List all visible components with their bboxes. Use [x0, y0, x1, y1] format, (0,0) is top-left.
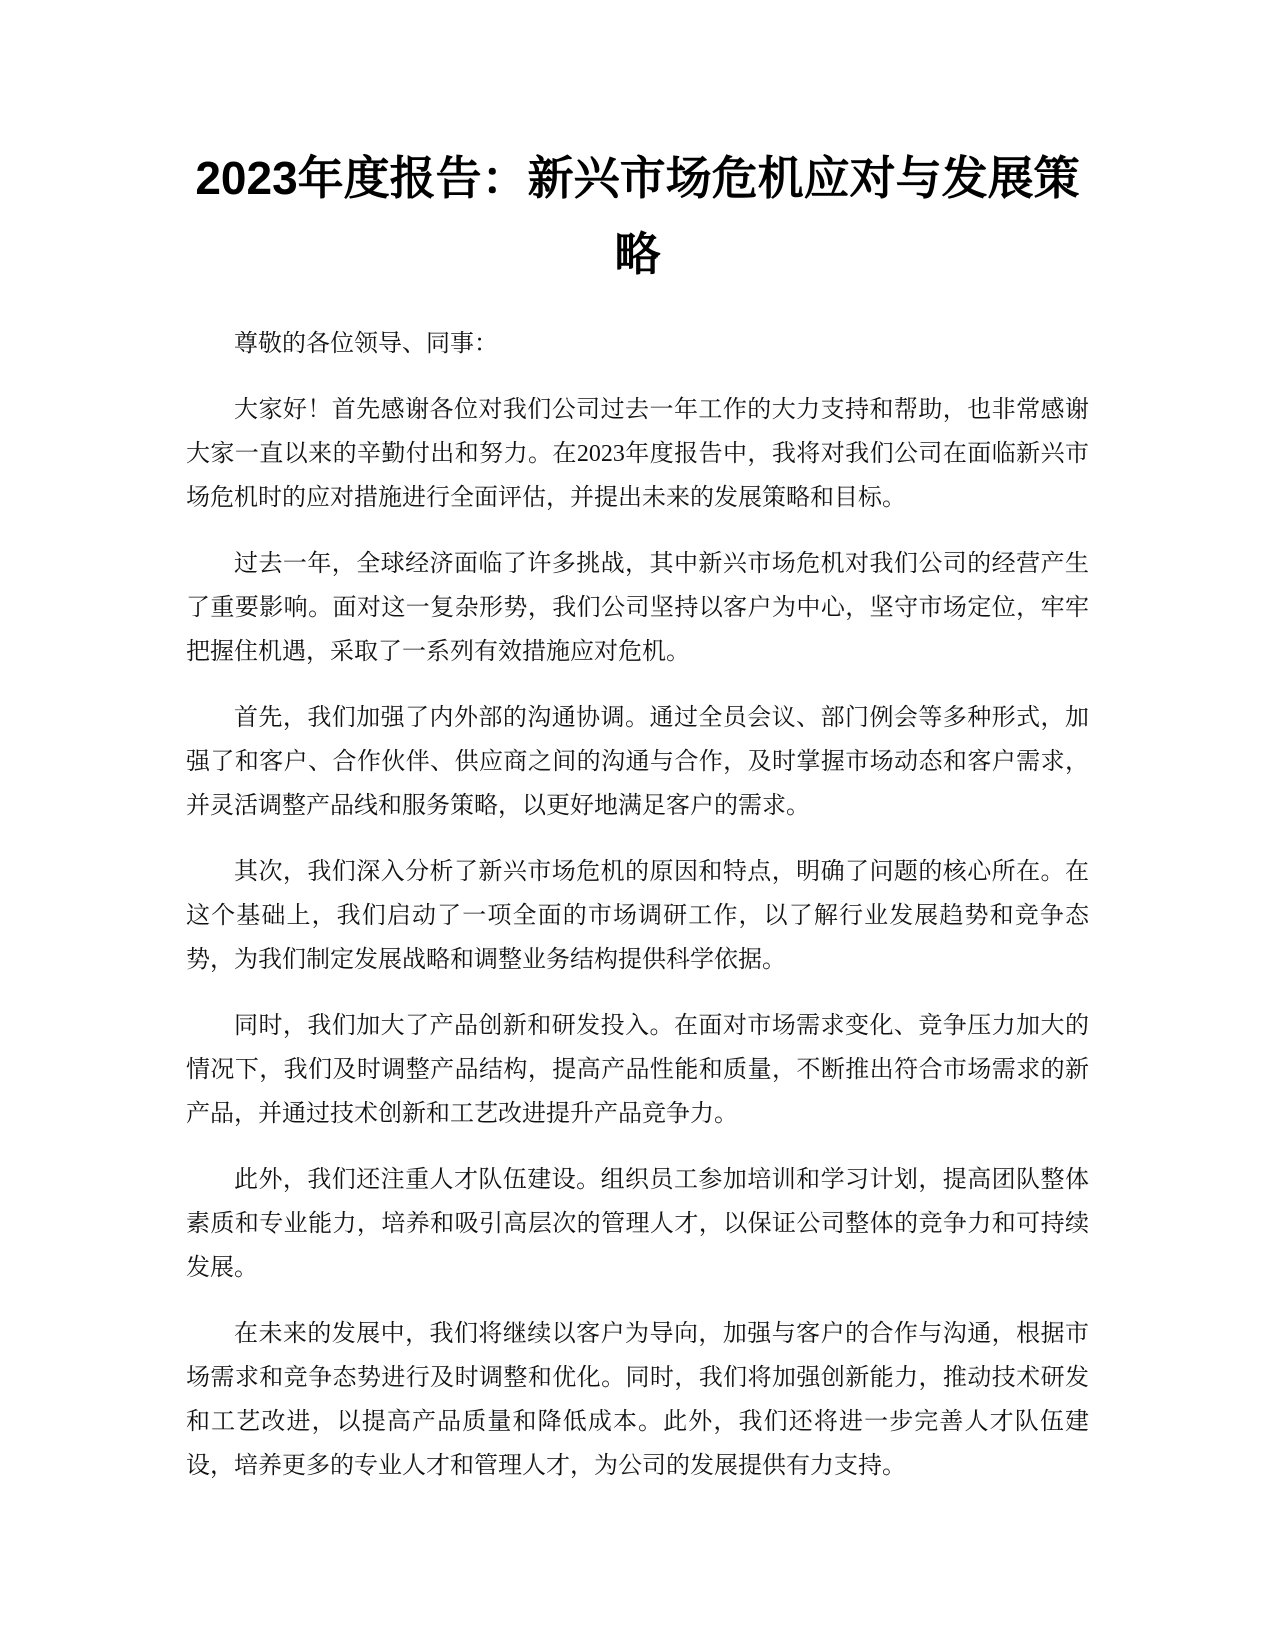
paragraph-analysis: 其次，我们深入分析了新兴市场危机的原因和特点，明确了问题的核心所在。在这个基础上，我们启动了一项全面的市场调研工作，以了解行业发展趋势和竞争态势，为我们制定发展战略和调整业务结构提供科学依据。: [186, 859, 1089, 973]
paragraph-talent: 此外，我们还注重人才队伍建设。组织员工参加培训和学习计划，提高团队整体素质和专业能力，培养和吸引高层次的管理人才，以保证公司整体的竞争力和可持续发展。: [186, 1167, 1089, 1281]
paragraph-innovation: 同时，我们加大了产品创新和研发投入。在面对市场需求变化、竞争压力加大的情况下，我们及时调整产品结构，提高产品性能和质量，不断推出符合市场需求的新产品，并通过技术创新和工艺改进提升产品竞争力。: [186, 1013, 1089, 1127]
document-title: 2023年度报告：新兴市场危机应对与发展策略: [195, 152, 1080, 280]
paragraph-past-year: 过去一年，全球经济面临了许多挑战，其中新兴市场危机对我们公司的经营产生了重要影响。面对这一复杂形势，我们公司坚持以客户为中心，坚守市场定位，牢牢把握住机遇，采取了一系列有效措施应对危机。: [186, 551, 1089, 665]
paragraph-intro: 大家好！首先感谢各位对我们公司过去一年工作的大力支持和帮助，也非常感谢大家一直以来的辛勤付出和努力。在2023年度报告中，我将对我们公司在面临新兴市场危机时的应对措施进行全面评估，并提出未来的发展策略和目标。: [186, 397, 1089, 511]
document-body: [186, 322, 1089, 1510]
paragraph-future: 在未来的发展中，我们将继续以客户为导向，加强与客户的合作与沟通，根据市场需求和竞争态势进行及时调整和优化。同时，我们将加强创新能力，推动技术研发和工艺改进，以提高产品质量和降低成本。此外，我们还将进一步完善人才队伍建设，培养更多的专业人才和管理人才，为公司的发展提供有力支持。: [186, 1321, 1089, 1479]
salutation: 尊敬的各位领导、同事：: [234, 331, 498, 357]
paragraph-communication: 首先，我们加强了内外部的沟通协调。通过全员会议、部门例会等多种形式，加强了和客户、合作伙伴、供应商之间的沟通与合作，及时掌握市场动态和客户需求，并灵活调整产品线和服务策略，以更好地满足客户的需求。: [186, 705, 1089, 819]
